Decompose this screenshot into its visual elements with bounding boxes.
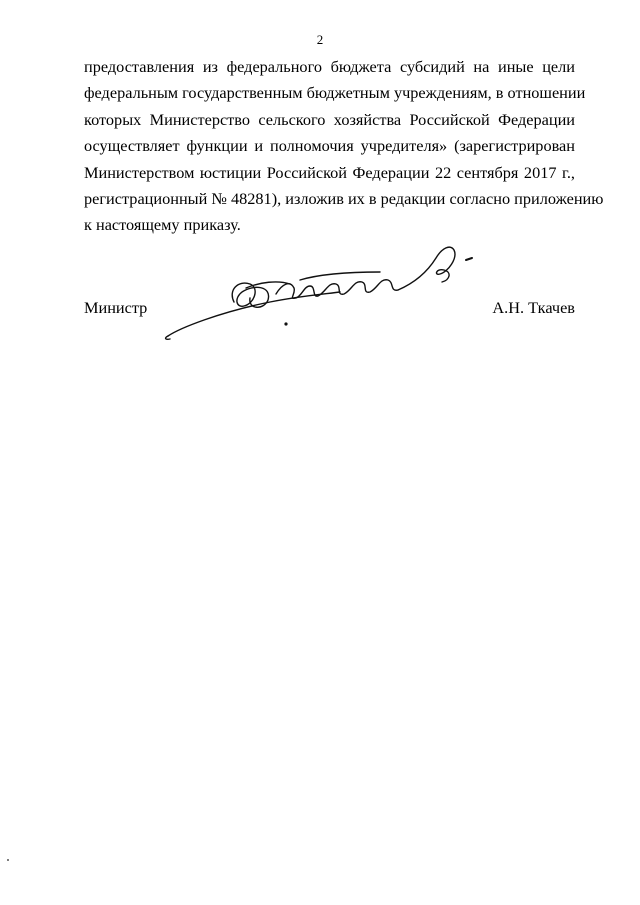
paragraph-line-4: осуществляет функции и полномочия учредителя» (зарегистрирован	[84, 136, 575, 156]
signature-block	[84, 298, 575, 322]
paragraph-line-7: к настоящему приказу.	[84, 215, 241, 235]
handwritten-signature	[150, 228, 500, 348]
paragraph-line-6: регистрационный № 48281), изложив их в редакции согласно приложению	[84, 189, 604, 209]
signer-name: А.Н. Ткачев	[492, 298, 575, 317]
paragraph-line-3: которых Министерство сельского хозяйства Российской Федерации	[84, 109, 575, 129]
signer-title: Министр	[84, 298, 148, 317]
paragraph-line-2: федеральным государственным бюджетным учреждениям, в отношении	[84, 83, 586, 103]
paragraph-line-1: предоставления из федерального бюджета субсидий на иные цели	[84, 57, 575, 76]
page-number: 2	[316, 32, 324, 47]
body-paragraph	[84, 54, 604, 239]
paragraph-line-5: Министерством юстиции Российской Федерации 22 сентября 2017 г.,	[84, 162, 575, 182]
scan-speck	[7, 859, 9, 861]
